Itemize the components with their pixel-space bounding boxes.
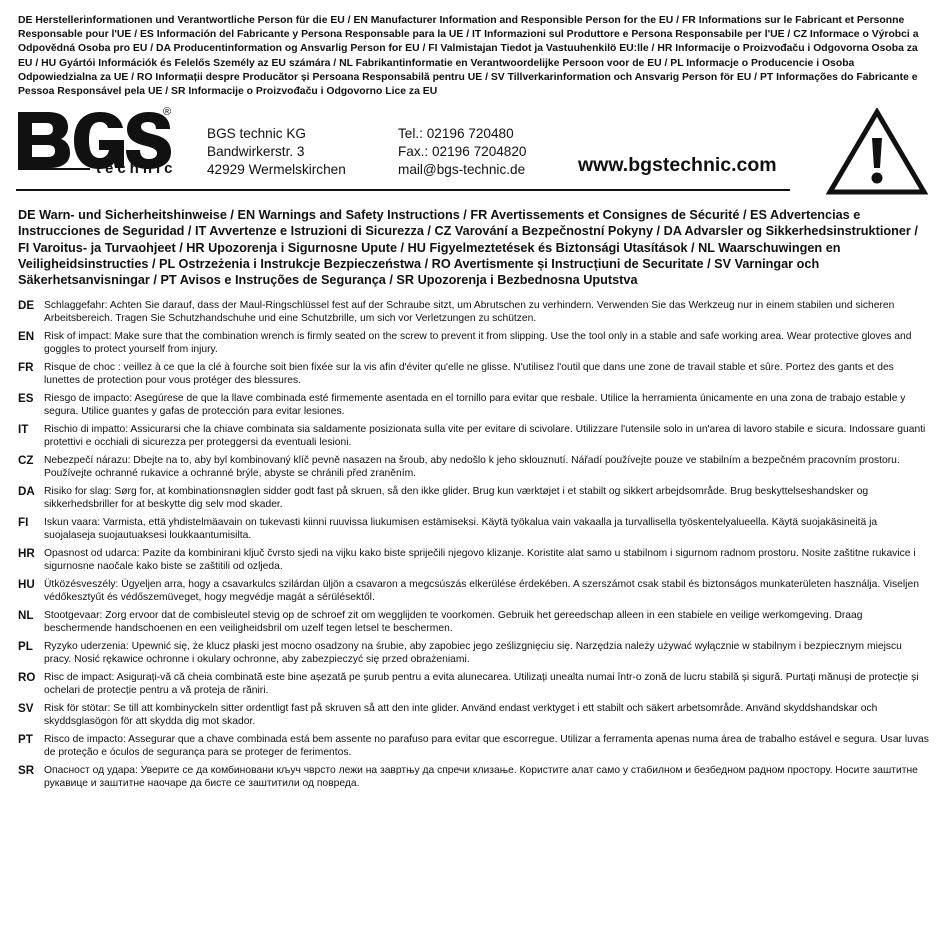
warning-entry-hu: [18, 579, 930, 610]
warning-entry-sv: [18, 703, 930, 734]
warning-entry-fr: [18, 362, 930, 393]
trademark-mark: ®: [163, 106, 172, 118]
warning-text: Risque de choc : veillez à ce que la clé à fourche soit bien fixée sur la vis afin d'éviter qu'elle ne glisse. N'utilisez l'outil que dans une zone de travail stable et sûre. Portez des gants et des lunettes de protection pour vous protéger des blessures.: [44, 362, 894, 386]
warning-text: Iskun vaara: Varmista, että yhdistelmäavain on tukevasti kiinni ruuvissa liukumisen estämiseksi. Käytä työkalua vain vakaalla ja turvallisella työskentelyalueella. Käytä suojakäsineitä ja suojalaseja suojautuaksesi loukkaantumisilta.: [44, 517, 878, 541]
language-code: HR: [18, 547, 35, 560]
warning-text: Riesgo de impacto: Asegúrese de que la llave combinada esté firmemente asentada en el tornillo para evitar que resbale. Utilice la herramienta únicamente en una zona de trabajo estable y segura. Utilice guantes y gafas de protección para evitar lesiones.: [44, 393, 906, 417]
language-code: PL: [18, 640, 33, 653]
warning-text: Rischio di impatto: Assicurarsi che la chiave combinata sia saldamente posizionata sulla vite per evitare di scivolare. Utilizzare l'utensile solo in un'area di lavoro stabile e sicura. Indossare guanti protettivi e occhiali di sicurezza per proteggersi da eventuali lesioni.: [44, 424, 926, 448]
warning-entry-fi: [18, 517, 930, 548]
warning-entry-pl: [18, 641, 930, 672]
language-code: ES: [18, 392, 34, 405]
company-address: [207, 125, 346, 179]
manufacturer-info-header: DE Herstellerinformationen und Verantwortliche Person für die EU / EN Manufacturer Information and Responsible Person for the EU / FR Informations sur le Fabricant et Personne Responsable pour l'UE / ES Información del Fabricante y Persona Responsable para la UE / IT Informazioni sul Produttore e Persona Responsabile per l'UE / CZ Informace o Výrobci a Odpovědná Osoba pro EU / DA Producentinformation og Ansvarlig Person for EU / FI Valmistajan Tiedot ja Vastuuhenkilö EU:lle / HR Informacije o Proizvođaču i Odgovorna Osoba za EU / HU Gyártói Információk és Felelős Személy az EU számára / NL Fabrikantinformatie en Verantwoordelijke Persoon voor de EU / PL Informacje o Producencie i Osoba Odpowiedzialna za UE / RO Informații despre Producător și Persoana Responsabilă pentru UE / SV Tillverkarinformation och Ansvarig Person för EU / PT Informações do Fabricante e Pessoa Responsável pela UE / SR Informacije o Proizvođaču i Odgovorno Lice za EU: [18, 15, 919, 98]
warning-entry-es: [18, 393, 930, 424]
warning-entry-hr: [18, 548, 930, 579]
warning-text: Risiko for slag: Sørg for, at kombinationsnøglen sidder godt fast på skruen, så den ikke glider. Brug kun værktøjet i et stabilt og sikkert arbejdsområde. Brug beskyttelseshandsker og sikkerhedsbriller for at beskytte dig selv mod skader.: [44, 486, 869, 510]
warning-entry-da: [18, 486, 930, 517]
language-code: CZ: [18, 454, 34, 467]
language-code: RO: [18, 671, 36, 684]
language-code: DE: [18, 299, 35, 312]
warning-text: Risc de impact: Asigurați-vă că cheia combinată este bine așezată pe șurub pentru a evita alunecarea. Utilizați unealta numai într-o zonă de lucru stabilă și sigură. Purtați mănuși de protecție și ochelari de protecție pentru a vă proteja de răniri.: [44, 672, 919, 696]
warning-triangle-icon: [826, 108, 928, 196]
warnings-title: DE Warn- und Sicherheitshinweise / EN Warnings and Safety Instructions / FR Avertissements et Consignes de Sécurité / ES Advertencias e Instrucciones de Seguridad / IT Avvertenze e Istruzioni di Sicurezza / CZ Varování a Bezpečnostní Pokyny / DA Advarsler og Sikkerhedsinstruktioner / FI Varoitus- ja Turvaohjeet / HR Upozorenja i Sigurnosne Upute / HU Figyelmeztetések és Biztonsági Utasítások / NL Waarschuwingen en Veiligheidsinstructies / PL Ostrzeżenia i Instrukcje Bezpieczeństwa / RO Avertismente și Instrucțiuni de Securitate / SV Varningar och Säkerhetsanvisningar / PT Avisos e Instruções de Segurança / SR Upozorenja i Bezbednosna Uputstva: [18, 208, 918, 288]
company-street: Bandwirkerstr. 3: [207, 144, 305, 159]
language-code: FI: [18, 516, 29, 529]
warning-text: Opasnost od udarca: Pazite da kombinirani ključ čvrsto sjedi na vijku kako biste spriječili njegovo klizanje. Koristite alat samo u stabilnom i sigurnom radnom prostoru. Nosite zaštitne rukavice i sigurnosne naočale kako biste se zaštitili od ozljeda.: [44, 548, 916, 572]
warning-text: Nebezpečí nárazu: Dbejte na to, aby byl kombinovaný klíč pevně nasazen na šroub, aby nedošlo k jeho sklouznutí. Nářadí používejte pouze ve stabilním a bezpečném pracovním prostoru. Používejte ochranné rukavice a ochranné brýle, abyste se chránili před zraněním.: [44, 455, 900, 479]
company-name: BGS technic KG: [207, 126, 306, 141]
warning-text: Schlaggefahr: Achten Sie darauf, dass der Maul-Ringschlüssel fest auf der Schraube sitzt, um Abrutschen zu verhindern. Verwenden Sie das Werkzeug nur in einem stabilen und sicheren Arbeitsbereich. Tragen Sie Schutzhandschuhe und eine Schutzbrille, um sich vor Verletzungen zu schützen.: [44, 300, 895, 324]
warning-entry-sr: [18, 765, 930, 796]
company-contact: [398, 125, 527, 179]
contact-fax: Fax.: 02196 7204820: [398, 144, 527, 159]
warning-entry-it: [18, 424, 930, 455]
warning-text: Ryzyko uderzenia: Upewnić się, że klucz płaski jest mocno osadzony na śrubie, aby zapobiec jego ześlizgnięciu się. Narzędzia należy używać wyłącznie w stabilnym i bezpiecznym miejscu pracy. Nosić rękawice ochronne i okulary ochronne, aby zabezpieczyć się przed obrażeniami.: [44, 641, 902, 665]
warning-text: Risk för stötar: Se till att kombinyckeln sitter ordentligt fast på skruven så att den inte glider. Använd endast verktyget i ett stabilt och säkert arbetsområde. Använd skyddshandskar och skyddsglasögon för att skydda dig mot skador.: [44, 703, 878, 727]
contact-mail[interactable]: mail@bgs-technic.de: [398, 162, 526, 177]
language-code: EN: [18, 330, 35, 343]
warning-entry-de: [18, 300, 930, 331]
contact-tel: Tel.: 02196 720480: [398, 126, 514, 141]
warning-entries-list: [18, 300, 930, 796]
logo-subtext: technic: [96, 160, 177, 177]
language-code: HU: [18, 578, 35, 591]
warning-entry-ro: [18, 672, 930, 703]
warning-entry-en: [18, 331, 930, 362]
language-code: NL: [18, 609, 34, 622]
warning-text: Stootgevaar: Zorg ervoor dat de combisleutel stevig op de schroef zit om wegglijden te voorkomen. Gebruik het gereedschap alleen in een stabiele en veilige werkomgeving. Draag beschermende handschoenen en een veiligheidsbril om uzelf tegen letsel te beschermen.: [44, 610, 863, 634]
warning-entry-pt: [18, 734, 930, 765]
warning-entry-cz: [18, 455, 930, 486]
language-code: SR: [18, 764, 35, 777]
header-divider: [16, 189, 790, 191]
language-code: SV: [18, 702, 34, 715]
language-code: IT: [18, 423, 29, 436]
website-link[interactable]: www.bgstechnic.com: [578, 154, 777, 176]
warning-text: Risk of impact: Make sure that the combination wrench is firmly seated on the screw to prevent it from slipping. Use the tool only in a stable and safe working area. Wear protective gloves and goggles to protect yourself from injury.: [44, 331, 912, 355]
warning-entry-nl: [18, 610, 930, 641]
language-code: PT: [18, 733, 33, 746]
company-city: 42929 Wermelskirchen: [207, 162, 346, 177]
bgs-technic-logo: [16, 106, 177, 180]
language-code: FR: [18, 361, 34, 374]
language-code: DA: [18, 485, 35, 498]
warning-text: Ütközésveszély: Ügyeljen arra, hogy a csavarkulcs szilárdan üljön a csavaron a megcsúszás elkerülése érdekében. A szerszámot csak stabil és biztonságos munkaterületen használja. Viseljen védőkesztyűt és védőszemüveget, hogy megvédje magát a sérülésektől.: [44, 579, 919, 603]
warning-text: Опасност од удара: Уверите се да комбиновани кључ чврсто лежи на завртњу да спречи клизање. Користите алат само у стабилном и безбедном радном простору. Носите заштитне рукавице и заштитне наочаре да бисте се заштитили од повреда.: [44, 765, 918, 789]
warning-text: Risco de impacto: Assegurar que a chave combinada está bem assente no parafuso para evitar que escorregue. Utilizar a ferramenta apenas numa área de trabalho estável e segura. Usar luvas de proteção e óculos de segurança para se proteger de ferimentos.: [44, 734, 929, 758]
